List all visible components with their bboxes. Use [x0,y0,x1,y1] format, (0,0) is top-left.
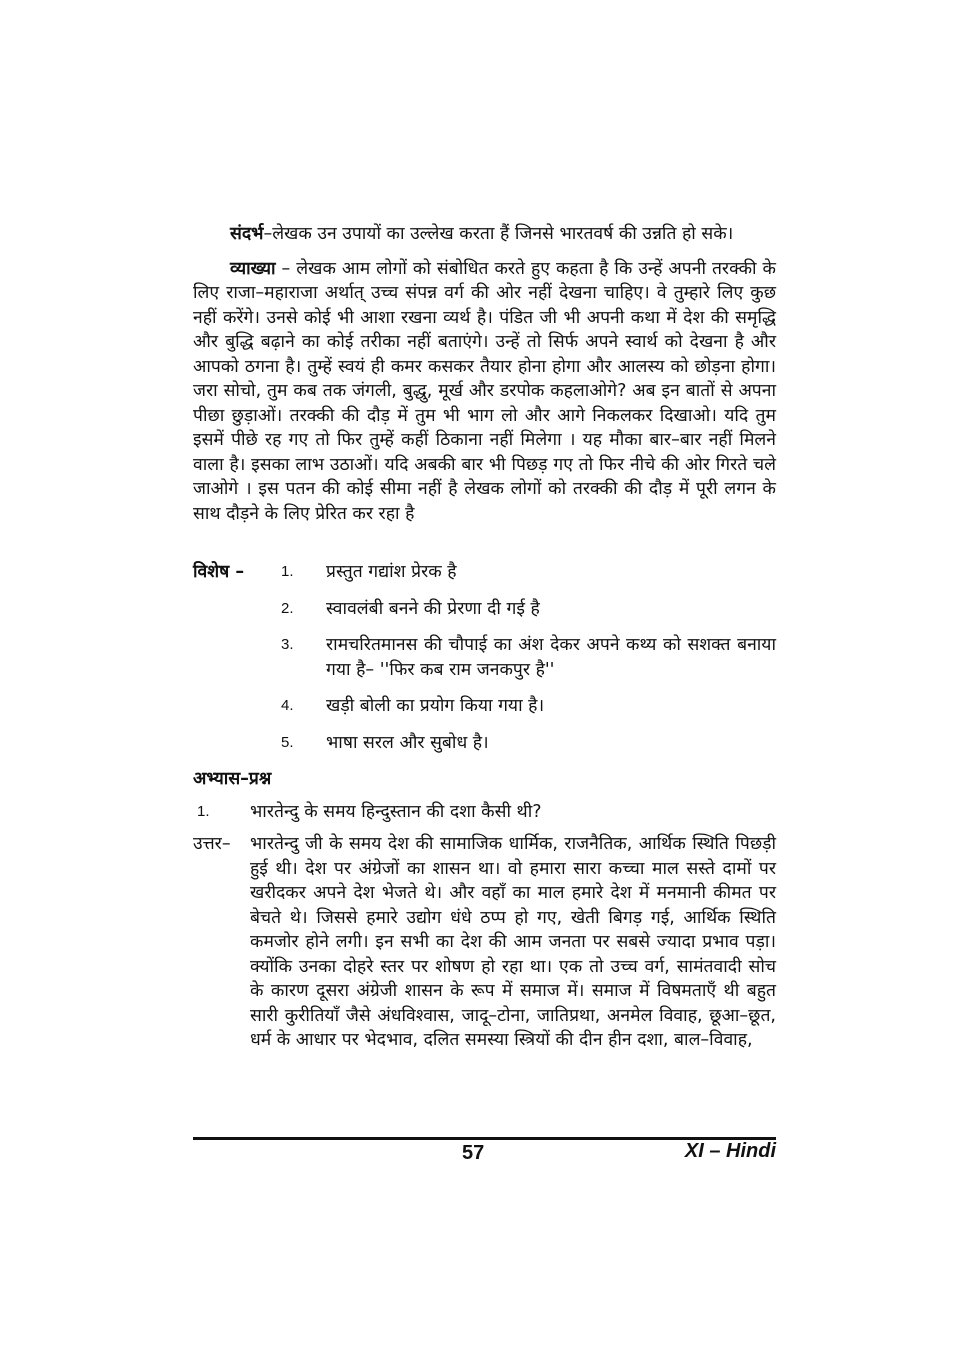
list-item [281,597,776,622]
list-item [281,633,776,682]
question [193,800,776,825]
sandarbh-label: संदर्भ [230,224,264,244]
answer-label: उत्तर– [193,834,231,854]
answer-text: भारतेन्दु जी के समय देश की सामाजिक धार्मिक, राजनैतिक, आर्थिक स्थिति पिछड़ी हुई थी। देश पर अंग्रेजों का शासन था। वो हमारा सारा कच्चा माल सस्ते दामों पर खरीदकर अपने देश भेजते थे। और वहाँ का माल हमारे देश में मनमानी कीमत पर बेचते थे। जिससे हमारे उद्योग धंधे ठप्प हो गए, खेती बिगड़ गई, आर्थिक स्थिति कमजोर होने लगी। इन सभी का देश की आम जनता पर सबसे ज्यादा प्रभाव पड़ा। क्योंकि उनका दोहरे स्तर पर शोषण हो रहा था। एक तो उच्च वर्ग, सामंतवादी सोच के कारण दूसरा अंग्रेजी शासन के रूप में समाज में। समाज में विषमताएँ थी बहुत सारी कुरीतियाँ जैसे अंधविश्वास, जादू–टोना, जातिप्रथा, अनमेल विवाह, छूआ–छूत, धर्म के आधार पर भेदभाव, दलित समस्या स्त्रियों की दीन हीन दशा, बाल–विवाह, [250,834,776,1050]
list-item-number: 2. [281,599,294,617]
page-number: 57 [462,1142,485,1164]
question-text: भारतेन्दु के समय हिन्दुस्तान की दशा कैसी थी? [250,801,542,822]
vyakhya-text: – लेखक आम लोगों को संबोधित करते हुए कहता है कि उन्हें अपनी तरक्की के लिए राजा–महाराजा अर्थात् उच्च संपन्न वर्ग की ओर नहीं देखना चाहिए। वे तुम्हारे लिए कुछ नहीं करेंगे। उनसे कोई भी आशा रखना व्यर्थ है। पंडित जी भी अपनी कथा में देश की समृद्धि और बुद्धि बढ़ाने का कोई तरीका नहीं बताएंगे। उन्हें तो सिर्फ अपने स्वार्थ को देखना है और आपको ठगना है। तुम्हें स्वयं ही कमर कसकर तैयार होना होगा और आलस्य को छोड़ना होगा। जरा सोचो, तुम कब तक जंगली, बुद्धु, मूर्ख और डरपोक कहलाओगे? अब इन बातों से अपना पीछा छुड़ाओं। तरक्की की दौड़ में तुम भी भाग लो और आगे निकलकर दिखाओ। यदि तुम इसमें पीछे रह गए तो फिर तुम्हें कहीं ठिकाना नहीं मिलेगा । यह मौका बार–बार नहीं मिलने वाला है। इसका लाभ उठाओं। यदि अबकी बार भी पिछड़ गए तो फिर नीचे की ओर गिरते चले जाओगे । इस पतन की कोई सीमा नहीं है लेखक लोगों को तरक्की की दौड़ में पूरी लगन के साथ दौड़ने के लिए प्रेरित कर रहा है [193,258,776,524]
list-item-text: स्वावलंबी बनने की प्रेरणा दी गई है [326,598,540,619]
list-item-number: 5. [281,733,294,751]
course-label: XI – Hindi [684,1140,776,1162]
answer [193,832,776,1053]
list-item-text: भाषा सरल और सुबोध है। [326,732,489,753]
list-item-text: खड़ी बोली का प्रयोग किया गया है। [326,696,545,716]
vishesh-label: विशेष – [193,562,245,582]
sandarbh-text: –लेखक उन उपायों का उल्लेख करता हैं जिनसे भारतवर्ष की उन्नति हो सके। [263,224,734,244]
list-item-text: रामचरितमानस की चौपाई का अंश देकर अपने कथ्य को सशक्त बनाया गया है– ''फिर कब राम जनकपुर है'' [326,635,776,680]
list-item-number: 4. [281,697,294,714]
list-item-number: 1. [281,563,294,580]
vishesh-section [193,560,776,755]
page-body [193,222,776,1053]
sandarbh-paragraph [193,222,776,247]
question-number: 1. [197,802,210,820]
list-item [281,731,776,756]
vyakhya-paragraph [193,257,776,527]
abhyas-heading: अभ्यास–प्रश्न [193,769,272,789]
list-item [281,694,776,719]
vishesh-list [281,560,776,755]
list-item-text: प्रस्तुत गद्यांश प्रेरक है [326,562,457,582]
vyakhya-label: व्याख्या [230,258,276,279]
list-item-number: 3. [281,636,294,653]
list-item [281,560,776,585]
